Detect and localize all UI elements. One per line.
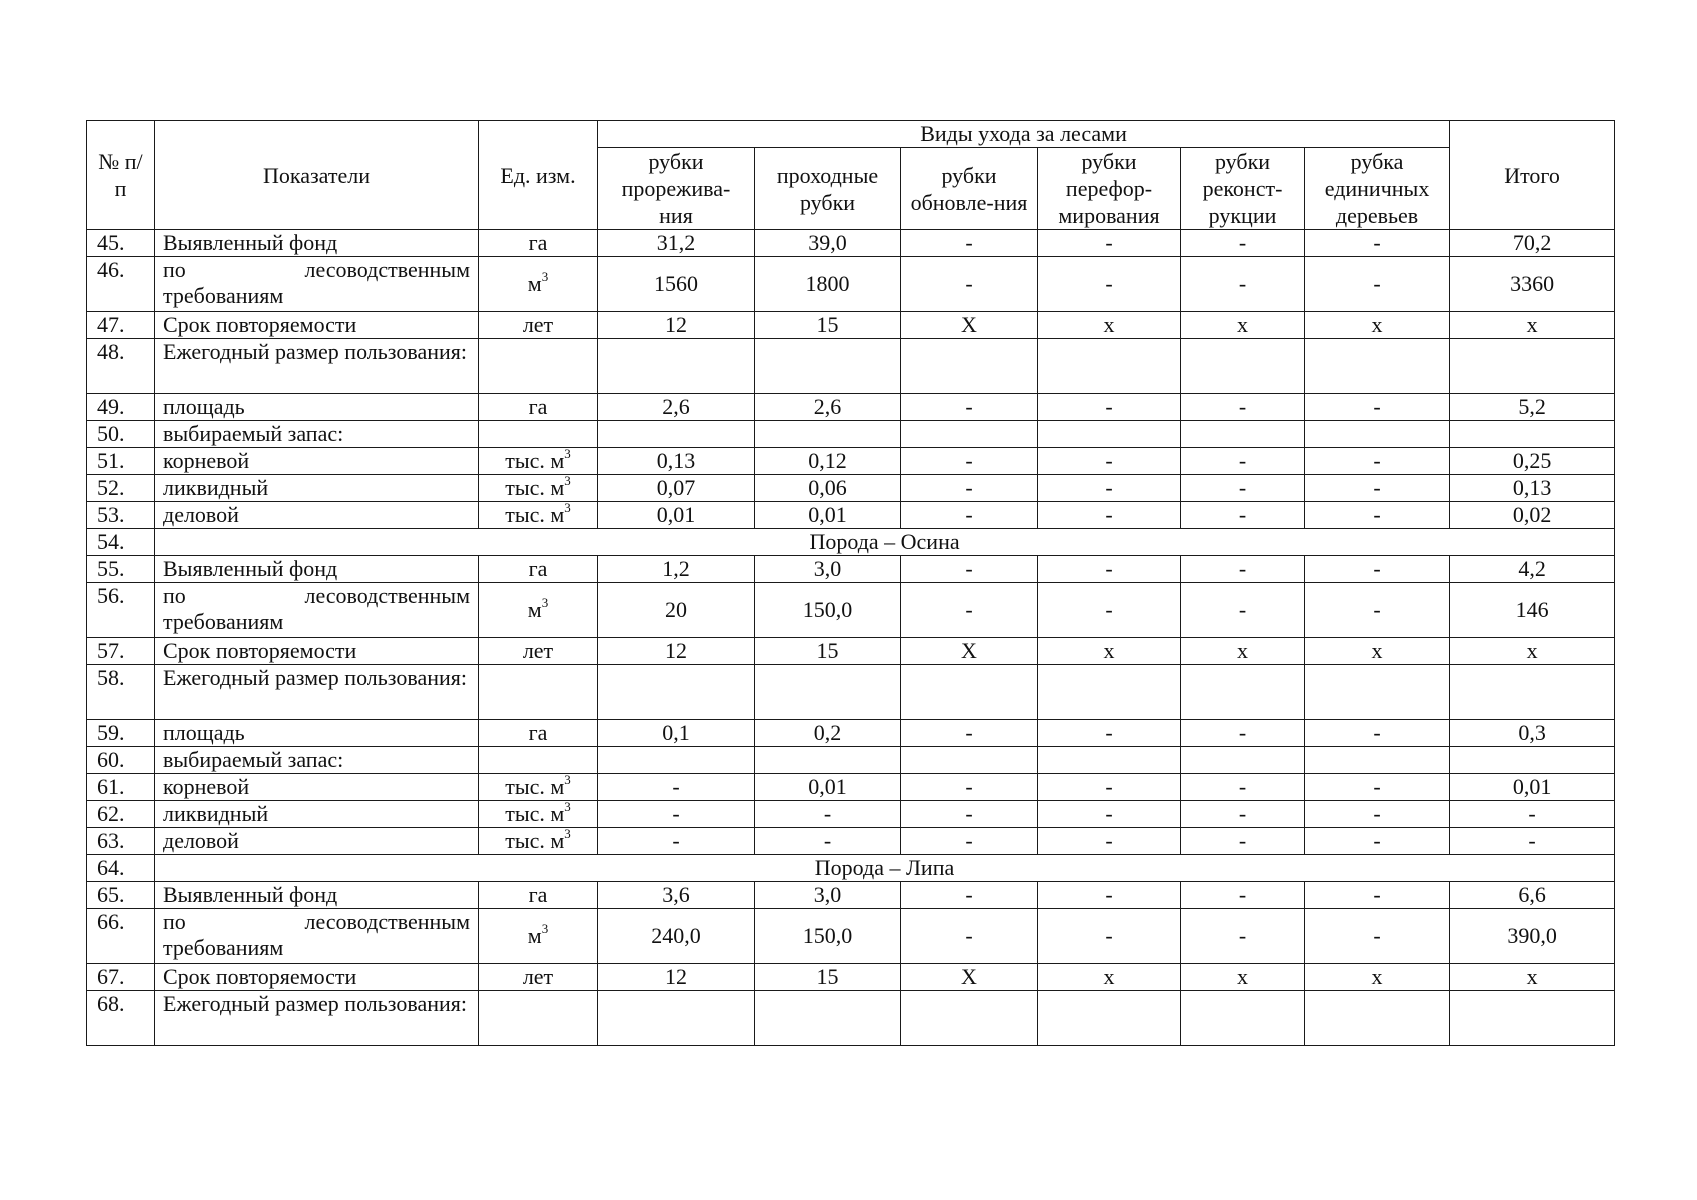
- indicator-label: по лесоводственным требованиям: [155, 583, 479, 638]
- value-thinning: [598, 991, 755, 1046]
- value-reformation-cutting: х: [1038, 312, 1181, 339]
- value-reconstruction-cutting: х: [1181, 964, 1305, 991]
- value-total: х: [1450, 638, 1615, 665]
- value-single-tree-cutting: -: [1305, 556, 1450, 583]
- header-total: Итого: [1450, 121, 1615, 230]
- header-unit: Ед. изм.: [479, 121, 598, 230]
- value-single-tree-cutting: -: [1305, 909, 1450, 964]
- unit-text: тыс. м: [505, 475, 565, 500]
- unit-cell: [479, 556, 598, 583]
- unit-text: м: [527, 271, 542, 296]
- value-single-tree-cutting: х: [1305, 312, 1450, 339]
- value-renewal-cutting: -: [901, 556, 1038, 583]
- unit-exponent: 3: [541, 268, 549, 284]
- value-renewal-cutting: -: [901, 801, 1038, 828]
- value-passage-cutting: -: [755, 828, 901, 855]
- value-passage-cutting: 15: [755, 638, 901, 665]
- value-single-tree-cutting: -: [1305, 774, 1450, 801]
- value-thinning: -: [598, 774, 755, 801]
- table-body: [87, 230, 1615, 1046]
- unit-text: м: [527, 597, 542, 622]
- value-reconstruction-cutting: [1181, 747, 1305, 774]
- indicator-label: Ежегодный размер пользования:: [155, 991, 479, 1046]
- value-single-tree-cutting: х: [1305, 638, 1450, 665]
- header-indicator: Показатели: [155, 121, 479, 230]
- unit-text: тыс. м: [505, 801, 565, 826]
- value-thinning: [598, 421, 755, 448]
- value-single-tree-cutting: х: [1305, 964, 1450, 991]
- value-renewal-cutting: Х: [901, 638, 1038, 665]
- value-renewal-cutting: -: [901, 882, 1038, 909]
- value-reconstruction-cutting: [1181, 991, 1305, 1046]
- value-total: [1450, 991, 1615, 1046]
- value-passage-cutting: [755, 339, 901, 394]
- value-single-tree-cutting: -: [1305, 230, 1450, 257]
- species-section-title: Порода – Липа: [155, 855, 1615, 882]
- value-total: [1450, 421, 1615, 448]
- value-reformation-cutting: -: [1038, 556, 1181, 583]
- value-thinning: 2,6: [598, 394, 755, 421]
- unit-text: лет: [522, 964, 554, 989]
- row-number: 61.: [87, 774, 155, 801]
- value-passage-cutting: 150,0: [755, 583, 901, 638]
- value-thinning: 12: [598, 964, 755, 991]
- table-row: [87, 747, 1615, 774]
- value-reformation-cutting: -: [1038, 394, 1181, 421]
- table-row: [87, 556, 1615, 583]
- value-reconstruction-cutting: [1181, 339, 1305, 394]
- row-number: 46.: [87, 257, 155, 312]
- value-total: 390,0: [1450, 909, 1615, 964]
- value-passage-cutting: -: [755, 801, 901, 828]
- value-reconstruction-cutting: -: [1181, 556, 1305, 583]
- unit-exponent: 3: [564, 499, 571, 515]
- document-page: [86, 120, 1614, 1046]
- unit-cell: [479, 882, 598, 909]
- value-thinning: 12: [598, 312, 755, 339]
- indicator-label: Ежегодный размер пользования:: [155, 665, 479, 720]
- value-reformation-cutting: -: [1038, 909, 1181, 964]
- unit-cell: [479, 964, 598, 991]
- table-row: [87, 801, 1615, 828]
- value-reformation-cutting: [1038, 421, 1181, 448]
- value-thinning: 1,2: [598, 556, 755, 583]
- row-number: 54.: [87, 529, 155, 556]
- unit-cell: [479, 499, 598, 529]
- value-renewal-cutting: [901, 991, 1038, 1046]
- value-total: 5,2: [1450, 394, 1615, 421]
- unit-text: тыс. м: [505, 828, 565, 853]
- unit-exponent: 3: [541, 920, 549, 936]
- value-passage-cutting: [755, 665, 901, 720]
- indicator-label: площадь: [155, 720, 479, 747]
- value-reconstruction-cutting: [1181, 665, 1305, 720]
- value-passage-cutting: 0,01: [755, 774, 901, 801]
- table-row: [87, 583, 1615, 638]
- value-thinning: 31,2: [598, 230, 755, 257]
- value-reformation-cutting: [1038, 991, 1181, 1046]
- value-reconstruction-cutting: -: [1181, 720, 1305, 747]
- unit-cell: [479, 909, 598, 964]
- value-total: 4,2: [1450, 556, 1615, 583]
- unit-cell: [479, 257, 598, 312]
- value-reconstruction-cutting: х: [1181, 638, 1305, 665]
- indicator-label: Срок повторяемости: [155, 312, 479, 339]
- indicator-label: по лесоводственным требованиям: [155, 909, 479, 964]
- value-reformation-cutting: -: [1038, 801, 1181, 828]
- value-single-tree-cutting: -: [1305, 502, 1450, 529]
- value-single-tree-cutting: [1305, 991, 1450, 1046]
- value-passage-cutting: 3,0: [755, 882, 901, 909]
- value-total: 70,2: [1450, 230, 1615, 257]
- unit-cell: [479, 394, 598, 421]
- row-number: 51.: [87, 448, 155, 475]
- row-number: 60.: [87, 747, 155, 774]
- value-thinning: -: [598, 828, 755, 855]
- unit-cell: [479, 771, 598, 801]
- unit-text: м: [527, 923, 542, 948]
- unit-cell: [479, 720, 598, 747]
- value-thinning: 0,07: [598, 475, 755, 502]
- header-care-types: Виды ухода за лесами: [598, 121, 1450, 148]
- value-thinning: 240,0: [598, 909, 755, 964]
- unit-exponent: 3: [564, 445, 571, 461]
- section-row: [87, 529, 1615, 556]
- value-single-tree-cutting: [1305, 339, 1450, 394]
- row-number: 55.: [87, 556, 155, 583]
- indicator-label: Выявленный фонд: [155, 556, 479, 583]
- value-reformation-cutting: -: [1038, 774, 1181, 801]
- value-reformation-cutting: -: [1038, 720, 1181, 747]
- value-total: х: [1450, 312, 1615, 339]
- row-number: 58.: [87, 665, 155, 720]
- value-reconstruction-cutting: -: [1181, 475, 1305, 502]
- value-passage-cutting: 150,0: [755, 909, 901, 964]
- value-renewal-cutting: -: [901, 828, 1038, 855]
- header-reconstruction-cutting: рубки реконст-рукции: [1181, 148, 1305, 230]
- unit-text: га: [528, 230, 548, 255]
- value-renewal-cutting: [901, 421, 1038, 448]
- unit-cell: [479, 230, 598, 257]
- value-reconstruction-cutting: [1181, 421, 1305, 448]
- table-header: [87, 121, 1615, 230]
- value-thinning: [598, 665, 755, 720]
- species-section-title: Порода – Осина: [155, 529, 1615, 556]
- table-row: [87, 421, 1615, 448]
- table-row: [87, 991, 1615, 1046]
- unit-cell: [479, 991, 598, 1046]
- value-total: 0,25: [1450, 448, 1615, 475]
- value-passage-cutting: [755, 421, 901, 448]
- value-single-tree-cutting: -: [1305, 882, 1450, 909]
- value-renewal-cutting: -: [901, 909, 1038, 964]
- table-row: [87, 448, 1615, 475]
- value-thinning: 0,01: [598, 502, 755, 529]
- table-row: [87, 720, 1615, 747]
- value-single-tree-cutting: -: [1305, 448, 1450, 475]
- value-reconstruction-cutting: -: [1181, 801, 1305, 828]
- indicator-label: по лесоводственным требованиям: [155, 257, 479, 312]
- table-row: [87, 964, 1615, 991]
- value-total: -: [1450, 828, 1615, 855]
- value-renewal-cutting: -: [901, 583, 1038, 638]
- table-row: [87, 774, 1615, 801]
- value-passage-cutting: 0,2: [755, 720, 901, 747]
- value-reformation-cutting: -: [1038, 230, 1181, 257]
- value-total: 0,02: [1450, 502, 1615, 529]
- unit-cell: [479, 421, 598, 448]
- forest-care-table: [86, 120, 1615, 1046]
- value-reformation-cutting: -: [1038, 828, 1181, 855]
- value-reconstruction-cutting: -: [1181, 583, 1305, 638]
- value-passage-cutting: 2,6: [755, 394, 901, 421]
- value-total: 146: [1450, 583, 1615, 638]
- value-single-tree-cutting: -: [1305, 828, 1450, 855]
- value-total: 6,6: [1450, 882, 1615, 909]
- value-total: [1450, 747, 1615, 774]
- value-reconstruction-cutting: -: [1181, 882, 1305, 909]
- value-renewal-cutting: [901, 665, 1038, 720]
- value-thinning: [598, 339, 755, 394]
- unit-exponent: 3: [564, 472, 571, 488]
- value-passage-cutting: 39,0: [755, 230, 901, 257]
- value-renewal-cutting: -: [901, 230, 1038, 257]
- value-reformation-cutting: х: [1038, 638, 1181, 665]
- header-thinning: рубки прорежива-ния: [598, 148, 755, 230]
- value-renewal-cutting: -: [901, 774, 1038, 801]
- unit-text: га: [528, 556, 548, 581]
- value-renewal-cutting: -: [901, 502, 1038, 529]
- row-number: 68.: [87, 991, 155, 1046]
- value-reformation-cutting: -: [1038, 502, 1181, 529]
- indicator-label: выбираемый запас:: [155, 421, 479, 448]
- unit-text: тыс. м: [505, 502, 565, 527]
- unit-text: тыс. м: [505, 774, 565, 799]
- value-single-tree-cutting: -: [1305, 257, 1450, 312]
- indicator-label: Срок повторяемости: [155, 638, 479, 665]
- value-total: х: [1450, 964, 1615, 991]
- value-reconstruction-cutting: -: [1181, 909, 1305, 964]
- value-single-tree-cutting: [1305, 747, 1450, 774]
- unit-text: тыс. м: [505, 448, 565, 473]
- unit-cell: [479, 747, 598, 774]
- value-reconstruction-cutting: -: [1181, 257, 1305, 312]
- value-passage-cutting: [755, 991, 901, 1046]
- indicator-label: Выявленный фонд: [155, 230, 479, 257]
- row-number: 45.: [87, 230, 155, 257]
- value-passage-cutting: [755, 747, 901, 774]
- row-number: 47.: [87, 312, 155, 339]
- value-single-tree-cutting: -: [1305, 475, 1450, 502]
- indicator-label: ликвидный: [155, 801, 479, 828]
- unit-cell: [479, 665, 598, 720]
- value-thinning: [598, 747, 755, 774]
- table-row: [87, 909, 1615, 964]
- row-number: 50.: [87, 421, 155, 448]
- value-thinning: 1560: [598, 257, 755, 312]
- value-thinning: 20: [598, 583, 755, 638]
- table-row: [87, 339, 1615, 394]
- row-number: 59.: [87, 720, 155, 747]
- value-total: -: [1450, 801, 1615, 828]
- value-reformation-cutting: х: [1038, 964, 1181, 991]
- value-passage-cutting: 1800: [755, 257, 901, 312]
- row-number: 62.: [87, 801, 155, 828]
- value-thinning: 0,13: [598, 448, 755, 475]
- header-num: № п/п: [87, 121, 155, 230]
- indicator-label: площадь: [155, 394, 479, 421]
- value-reconstruction-cutting: -: [1181, 230, 1305, 257]
- value-single-tree-cutting: -: [1305, 394, 1450, 421]
- value-thinning: -: [598, 801, 755, 828]
- unit-cell: [479, 445, 598, 475]
- value-reformation-cutting: -: [1038, 257, 1181, 312]
- table-row: [87, 665, 1615, 720]
- row-number: 66.: [87, 909, 155, 964]
- header-passage-cutting: проходные рубки: [755, 148, 901, 230]
- unit-text: га: [528, 720, 548, 745]
- value-renewal-cutting: Х: [901, 312, 1038, 339]
- unit-cell: [479, 825, 598, 855]
- table-row: [87, 475, 1615, 502]
- table-row: [87, 638, 1615, 665]
- row-number: 56.: [87, 583, 155, 638]
- header-renewal-cutting: рубки обновле-ния: [901, 148, 1038, 230]
- value-total: 0,3: [1450, 720, 1615, 747]
- row-number: 52.: [87, 475, 155, 502]
- unit-cell: [479, 638, 598, 665]
- value-renewal-cutting: [901, 747, 1038, 774]
- value-reconstruction-cutting: -: [1181, 448, 1305, 475]
- row-number: 65.: [87, 882, 155, 909]
- indicator-label: Ежегодный размер пользования:: [155, 339, 479, 394]
- value-reconstruction-cutting: -: [1181, 394, 1305, 421]
- row-number: 57.: [87, 638, 155, 665]
- value-total: 0,01: [1450, 774, 1615, 801]
- value-thinning: 12: [598, 638, 755, 665]
- value-reformation-cutting: -: [1038, 583, 1181, 638]
- table-row: [87, 828, 1615, 855]
- value-renewal-cutting: [901, 339, 1038, 394]
- unit-exponent: 3: [541, 594, 549, 610]
- indicator-label: деловой: [155, 828, 479, 855]
- row-number: 53.: [87, 502, 155, 529]
- unit-exponent: 3: [564, 825, 571, 841]
- value-reformation-cutting: [1038, 747, 1181, 774]
- unit-text: лет: [522, 638, 554, 663]
- unit-cell: [479, 583, 598, 638]
- value-passage-cutting: 0,06: [755, 475, 901, 502]
- value-renewal-cutting: -: [901, 475, 1038, 502]
- unit-text: га: [528, 394, 548, 419]
- indicator-label: ликвидный: [155, 475, 479, 502]
- value-reconstruction-cutting: х: [1181, 312, 1305, 339]
- row-number: 67.: [87, 964, 155, 991]
- value-renewal-cutting: Х: [901, 964, 1038, 991]
- value-renewal-cutting: -: [901, 394, 1038, 421]
- value-reformation-cutting: -: [1038, 475, 1181, 502]
- value-reformation-cutting: -: [1038, 448, 1181, 475]
- header-reformation-cutting: рубки перефор-мирования: [1038, 148, 1181, 230]
- header-single-tree-cutting: рубка единичных деревьев: [1305, 148, 1450, 230]
- value-reconstruction-cutting: -: [1181, 502, 1305, 529]
- value-renewal-cutting: -: [901, 257, 1038, 312]
- value-total: [1450, 339, 1615, 394]
- value-passage-cutting: 0,01: [755, 502, 901, 529]
- value-reconstruction-cutting: -: [1181, 828, 1305, 855]
- value-thinning: 3,6: [598, 882, 755, 909]
- section-row: [87, 855, 1615, 882]
- unit-cell: [479, 472, 598, 502]
- indicator-label: деловой: [155, 502, 479, 529]
- value-passage-cutting: 15: [755, 312, 901, 339]
- table-row: [87, 882, 1615, 909]
- value-total: [1450, 665, 1615, 720]
- value-single-tree-cutting: [1305, 665, 1450, 720]
- value-passage-cutting: 15: [755, 964, 901, 991]
- value-thinning: 0,1: [598, 720, 755, 747]
- value-reformation-cutting: [1038, 665, 1181, 720]
- value-single-tree-cutting: -: [1305, 583, 1450, 638]
- value-total: 0,13: [1450, 475, 1615, 502]
- indicator-label: Срок повторяемости: [155, 964, 479, 991]
- value-passage-cutting: 0,12: [755, 448, 901, 475]
- row-number: 48.: [87, 339, 155, 394]
- unit-cell: [479, 339, 598, 394]
- unit-cell: [479, 798, 598, 828]
- value-renewal-cutting: -: [901, 448, 1038, 475]
- value-single-tree-cutting: [1305, 421, 1450, 448]
- value-reformation-cutting: [1038, 339, 1181, 394]
- unit-exponent: 3: [564, 771, 571, 787]
- value-single-tree-cutting: -: [1305, 801, 1450, 828]
- indicator-label: корневой: [155, 774, 479, 801]
- table-row: [87, 312, 1615, 339]
- indicator-label: Выявленный фонд: [155, 882, 479, 909]
- unit-text: га: [528, 882, 548, 907]
- unit-exponent: 3: [564, 798, 571, 814]
- unit-cell: [479, 312, 598, 339]
- row-number: 63.: [87, 828, 155, 855]
- table-row: [87, 257, 1615, 312]
- value-renewal-cutting: -: [901, 720, 1038, 747]
- value-total: 3360: [1450, 257, 1615, 312]
- indicator-label: корневой: [155, 448, 479, 475]
- table-row: [87, 502, 1615, 529]
- value-passage-cutting: 3,0: [755, 556, 901, 583]
- table-row: [87, 230, 1615, 257]
- indicator-label: выбираемый запас:: [155, 747, 479, 774]
- value-reconstruction-cutting: -: [1181, 774, 1305, 801]
- unit-text: лет: [522, 312, 554, 337]
- table-row: [87, 394, 1615, 421]
- value-reformation-cutting: -: [1038, 882, 1181, 909]
- row-number: 49.: [87, 394, 155, 421]
- value-single-tree-cutting: -: [1305, 720, 1450, 747]
- row-number: 64.: [87, 855, 155, 882]
